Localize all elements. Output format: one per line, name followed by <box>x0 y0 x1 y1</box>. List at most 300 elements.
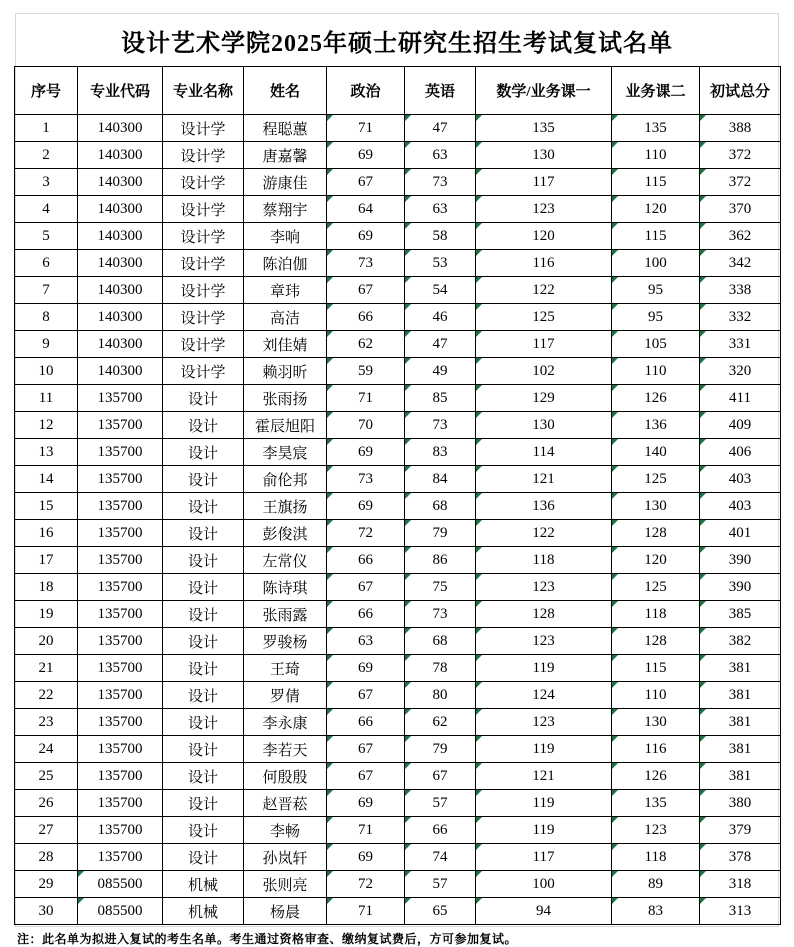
cell-no: 8 <box>15 304 78 331</box>
cell-no: 19 <box>15 601 78 628</box>
cell-politics: 69 <box>327 439 405 466</box>
cell-no: 15 <box>15 493 78 520</box>
number-stored-as-text-flag-icon <box>327 304 333 310</box>
table-row <box>15 466 781 493</box>
number-stored-as-text-flag-icon <box>405 358 411 364</box>
table-row <box>15 655 781 682</box>
cell-english: 79 <box>405 736 476 763</box>
number-stored-as-text-flag-icon <box>612 682 618 688</box>
number-stored-as-text-flag-icon <box>700 358 706 364</box>
number-stored-as-text-flag-icon <box>700 709 706 715</box>
number-stored-as-text-flag-icon <box>476 277 482 283</box>
number-stored-as-text-flag-icon <box>405 844 411 850</box>
number-stored-as-text-flag-icon <box>327 898 333 904</box>
cell-politics: 67 <box>327 169 405 196</box>
number-stored-as-text-flag-icon <box>405 250 411 256</box>
cell-politics: 73 <box>327 250 405 277</box>
number-stored-as-text-flag-icon <box>476 358 482 364</box>
cell-course2: 110 <box>612 142 700 169</box>
cell-course2: 100 <box>612 250 700 277</box>
cell-major: 设计 <box>163 574 244 601</box>
cell-major: 设计学 <box>163 196 244 223</box>
cell-name: 赖羽昕 <box>244 358 327 385</box>
cell-no: 9 <box>15 331 78 358</box>
cell-no: 18 <box>15 574 78 601</box>
number-stored-as-text-flag-icon <box>405 142 411 148</box>
cell-code: 135700 <box>78 628 163 655</box>
cell-course2: 118 <box>612 601 700 628</box>
number-stored-as-text-flag-icon <box>405 223 411 229</box>
number-stored-as-text-flag-icon <box>476 601 482 607</box>
number-stored-as-text-flag-icon <box>327 196 333 202</box>
cell-math-course1: 119 <box>476 817 612 844</box>
number-stored-as-text-flag-icon <box>405 196 411 202</box>
cell-total: 342 <box>700 250 781 277</box>
cell-english: 79 <box>405 520 476 547</box>
number-stored-as-text-flag-icon <box>612 169 618 175</box>
cell-total: 313 <box>700 898 781 925</box>
cell-math-course1: 121 <box>476 466 612 493</box>
cell-no: 1 <box>15 115 78 142</box>
number-stored-as-text-flag-icon <box>476 709 482 715</box>
cell-english: 73 <box>405 169 476 196</box>
number-stored-as-text-flag-icon <box>700 763 706 769</box>
cell-name: 章玮 <box>244 277 327 304</box>
number-stored-as-text-flag-icon <box>700 304 706 310</box>
number-stored-as-text-flag-icon <box>612 574 618 580</box>
number-stored-as-text-flag-icon <box>612 331 618 337</box>
cell-math-course1: 117 <box>476 331 612 358</box>
number-stored-as-text-flag-icon <box>476 304 482 310</box>
number-stored-as-text-flag-icon <box>327 466 333 472</box>
number-stored-as-text-flag-icon <box>405 628 411 634</box>
cell-english: 73 <box>405 601 476 628</box>
number-stored-as-text-flag-icon <box>405 466 411 472</box>
number-stored-as-text-flag-icon <box>327 142 333 148</box>
number-stored-as-text-flag-icon <box>476 115 482 121</box>
cell-code: 135700 <box>78 709 163 736</box>
number-stored-as-text-flag-icon <box>476 844 482 850</box>
cell-total: 385 <box>700 601 781 628</box>
number-stored-as-text-flag-icon <box>405 115 411 121</box>
cell-code: 140300 <box>78 169 163 196</box>
cell-english: 83 <box>405 439 476 466</box>
cell-no: 13 <box>15 439 78 466</box>
number-stored-as-text-flag-icon <box>78 898 84 904</box>
cell-no: 29 <box>15 871 78 898</box>
cell-english: 84 <box>405 466 476 493</box>
number-stored-as-text-flag-icon <box>700 574 706 580</box>
number-stored-as-text-flag-icon <box>700 169 706 175</box>
table-row <box>15 331 781 358</box>
number-stored-as-text-flag-icon <box>327 331 333 337</box>
number-stored-as-text-flag-icon <box>612 277 618 283</box>
cell-english: 63 <box>405 196 476 223</box>
cell-english: 49 <box>405 358 476 385</box>
number-stored-as-text-flag-icon <box>612 142 618 148</box>
number-stored-as-text-flag-icon <box>327 250 333 256</box>
cell-english: 63 <box>405 142 476 169</box>
number-stored-as-text-flag-icon <box>476 790 482 796</box>
number-stored-as-text-flag-icon <box>405 412 411 418</box>
number-stored-as-text-flag-icon <box>405 385 411 391</box>
cell-major: 设计 <box>163 385 244 412</box>
number-stored-as-text-flag-icon <box>612 871 618 877</box>
number-stored-as-text-flag-icon <box>327 763 333 769</box>
cell-total: 318 <box>700 871 781 898</box>
cell-total: 401 <box>700 520 781 547</box>
cell-no: 27 <box>15 817 78 844</box>
number-stored-as-text-flag-icon <box>476 169 482 175</box>
table-row <box>15 682 781 709</box>
cell-major: 设计 <box>163 709 244 736</box>
cell-total: 331 <box>700 331 781 358</box>
header-cell-politics: 政治 <box>327 67 405 115</box>
number-stored-as-text-flag-icon <box>327 709 333 715</box>
cell-course2: 126 <box>612 385 700 412</box>
cell-math-course1: 122 <box>476 277 612 304</box>
cell-major: 设计学 <box>163 250 244 277</box>
cell-name: 孙岚轩 <box>244 844 327 871</box>
header-cell-no: 序号 <box>15 67 78 115</box>
cell-total: 390 <box>700 574 781 601</box>
cell-name: 张雨露 <box>244 601 327 628</box>
number-stored-as-text-flag-icon <box>327 520 333 526</box>
cell-name: 蔡翔宇 <box>244 196 327 223</box>
cell-code: 135700 <box>78 493 163 520</box>
cell-math-course1: 124 <box>476 682 612 709</box>
number-stored-as-text-flag-icon <box>612 412 618 418</box>
cell-math-course1: 117 <box>476 169 612 196</box>
cell-math-course1: 136 <box>476 493 612 520</box>
cell-major: 设计 <box>163 466 244 493</box>
number-stored-as-text-flag-icon <box>612 250 618 256</box>
cell-course2: 115 <box>612 169 700 196</box>
number-stored-as-text-flag-icon <box>700 385 706 391</box>
cell-no: 14 <box>15 466 78 493</box>
cell-english: 53 <box>405 250 476 277</box>
cell-english: 47 <box>405 115 476 142</box>
results-table <box>14 66 781 925</box>
cell-math-course1: 119 <box>476 790 612 817</box>
cell-course2: 125 <box>612 574 700 601</box>
table-row <box>15 574 781 601</box>
cell-math-course1: 120 <box>476 223 612 250</box>
number-stored-as-text-flag-icon <box>476 628 482 634</box>
cell-course2: 118 <box>612 844 700 871</box>
number-stored-as-text-flag-icon <box>405 817 411 823</box>
number-stored-as-text-flag-icon <box>78 871 84 877</box>
note-text: 注：此名单为拟进入复试的考生名单。考生通过资格审查、缴纳复试费后，方可参加复试。 <box>17 932 518 946</box>
number-stored-as-text-flag-icon <box>612 601 618 607</box>
cell-code: 135700 <box>78 844 163 871</box>
number-stored-as-text-flag-icon <box>327 655 333 661</box>
cell-math-course1: 123 <box>476 709 612 736</box>
number-stored-as-text-flag-icon <box>327 385 333 391</box>
number-stored-as-text-flag-icon <box>476 466 482 472</box>
cell-name: 何殷殷 <box>244 763 327 790</box>
cell-course2: 110 <box>612 682 700 709</box>
cell-politics: 66 <box>327 709 405 736</box>
cell-code: 135700 <box>78 547 163 574</box>
cell-name: 杨晨 <box>244 898 327 925</box>
cell-math-course1: 118 <box>476 547 612 574</box>
number-stored-as-text-flag-icon <box>405 439 411 445</box>
number-stored-as-text-flag-icon <box>612 763 618 769</box>
cell-code: 140300 <box>78 331 163 358</box>
cell-total: 381 <box>700 682 781 709</box>
cell-no: 30 <box>15 898 78 925</box>
number-stored-as-text-flag-icon <box>700 655 706 661</box>
number-stored-as-text-flag-icon <box>405 331 411 337</box>
number-stored-as-text-flag-icon <box>612 790 618 796</box>
cell-name: 李响 <box>244 223 327 250</box>
number-stored-as-text-flag-icon <box>327 439 333 445</box>
cell-math-course1: 123 <box>476 196 612 223</box>
number-stored-as-text-flag-icon <box>700 250 706 256</box>
header-cell-course2: 业务课二 <box>612 67 700 115</box>
cell-major: 设计 <box>163 439 244 466</box>
cell-math-course1: 121 <box>476 763 612 790</box>
cell-total: 403 <box>700 466 781 493</box>
cell-math-course1: 119 <box>476 655 612 682</box>
cell-total: 409 <box>700 412 781 439</box>
cell-english: 46 <box>405 304 476 331</box>
number-stored-as-text-flag-icon <box>327 601 333 607</box>
cell-course2: 116 <box>612 736 700 763</box>
cell-code: 140300 <box>78 196 163 223</box>
cell-math-course1: 123 <box>476 628 612 655</box>
number-stored-as-text-flag-icon <box>612 304 618 310</box>
table-row <box>15 196 781 223</box>
cell-major: 设计 <box>163 628 244 655</box>
number-stored-as-text-flag-icon <box>700 844 706 850</box>
number-stored-as-text-flag-icon <box>700 736 706 742</box>
cell-course2: 105 <box>612 331 700 358</box>
cell-math-course1: 123 <box>476 574 612 601</box>
number-stored-as-text-flag-icon <box>476 520 482 526</box>
cell-english: 66 <box>405 817 476 844</box>
cell-name: 张则亮 <box>244 871 327 898</box>
cell-name: 刘佳婧 <box>244 331 327 358</box>
number-stored-as-text-flag-icon <box>700 520 706 526</box>
cell-name: 赵晋菘 <box>244 790 327 817</box>
table-row <box>15 709 781 736</box>
cell-english: 67 <box>405 763 476 790</box>
number-stored-as-text-flag-icon <box>476 331 482 337</box>
cell-math-course1: 130 <box>476 412 612 439</box>
number-stored-as-text-flag-icon <box>327 547 333 553</box>
cell-no: 24 <box>15 736 78 763</box>
number-stored-as-text-flag-icon <box>327 736 333 742</box>
cell-name: 罗倩 <box>244 682 327 709</box>
cell-name: 王琦 <box>244 655 327 682</box>
number-stored-as-text-flag-icon <box>700 412 706 418</box>
cell-total: 381 <box>700 655 781 682</box>
number-stored-as-text-flag-icon <box>476 142 482 148</box>
cell-total: 381 <box>700 709 781 736</box>
number-stored-as-text-flag-icon <box>476 250 482 256</box>
cell-major: 设计 <box>163 520 244 547</box>
cell-major: 设计学 <box>163 331 244 358</box>
number-stored-as-text-flag-icon <box>476 682 482 688</box>
cell-major: 设计 <box>163 547 244 574</box>
number-stored-as-text-flag-icon <box>476 493 482 499</box>
number-stored-as-text-flag-icon <box>700 601 706 607</box>
cell-politics: 72 <box>327 520 405 547</box>
cell-total: 370 <box>700 196 781 223</box>
cell-course2: 135 <box>612 790 700 817</box>
table-row <box>15 871 781 898</box>
cell-math-course1: 117 <box>476 844 612 871</box>
cell-course2: 95 <box>612 277 700 304</box>
number-stored-as-text-flag-icon <box>405 304 411 310</box>
cell-politics: 66 <box>327 547 405 574</box>
number-stored-as-text-flag-icon <box>700 277 706 283</box>
cell-code: 135700 <box>78 763 163 790</box>
cell-name: 霍辰旭阳 <box>244 412 327 439</box>
number-stored-as-text-flag-icon <box>700 331 706 337</box>
cell-total: 406 <box>700 439 781 466</box>
cell-course2: 83 <box>612 898 700 925</box>
cell-name: 游康佳 <box>244 169 327 196</box>
number-stored-as-text-flag-icon <box>476 196 482 202</box>
cell-politics: 73 <box>327 466 405 493</box>
cell-code: 135700 <box>78 655 163 682</box>
cell-english: 57 <box>405 790 476 817</box>
worksheet-page <box>15 13 779 946</box>
cell-name: 俞伦邦 <box>244 466 327 493</box>
number-stored-as-text-flag-icon <box>476 736 482 742</box>
number-stored-as-text-flag-icon <box>327 169 333 175</box>
table-row <box>15 601 781 628</box>
cell-name: 张雨扬 <box>244 385 327 412</box>
cell-major: 机械 <box>163 898 244 925</box>
number-stored-as-text-flag-icon <box>612 817 618 823</box>
cell-no: 22 <box>15 682 78 709</box>
cell-major: 设计 <box>163 493 244 520</box>
cell-math-course1: 129 <box>476 385 612 412</box>
cell-no: 6 <box>15 250 78 277</box>
cell-no: 10 <box>15 358 78 385</box>
table-row <box>15 790 781 817</box>
header-cell-math-course1: 数学/业务课一 <box>476 67 612 115</box>
number-stored-as-text-flag-icon <box>405 520 411 526</box>
number-stored-as-text-flag-icon <box>700 223 706 229</box>
cell-politics: 69 <box>327 655 405 682</box>
number-stored-as-text-flag-icon <box>405 547 411 553</box>
cell-no: 3 <box>15 169 78 196</box>
cell-code: 135700 <box>78 574 163 601</box>
cell-name: 李昊宸 <box>244 439 327 466</box>
number-stored-as-text-flag-icon <box>700 439 706 445</box>
cell-total: 381 <box>700 736 781 763</box>
number-stored-as-text-flag-icon <box>612 844 618 850</box>
cell-no: 4 <box>15 196 78 223</box>
number-stored-as-text-flag-icon <box>476 547 482 553</box>
cell-course2: 136 <box>612 412 700 439</box>
cell-politics: 71 <box>327 817 405 844</box>
number-stored-as-text-flag-icon <box>612 385 618 391</box>
cell-total: 379 <box>700 817 781 844</box>
number-stored-as-text-flag-icon <box>405 601 411 607</box>
cell-course2: 140 <box>612 439 700 466</box>
cell-code: 135700 <box>78 682 163 709</box>
number-stored-as-text-flag-icon <box>476 574 482 580</box>
cell-code: 140300 <box>78 142 163 169</box>
cell-total: 378 <box>700 844 781 871</box>
cell-english: 85 <box>405 385 476 412</box>
cell-course2: 115 <box>612 655 700 682</box>
cell-code: 140300 <box>78 223 163 250</box>
cell-politics: 62 <box>327 331 405 358</box>
cell-math-course1: 128 <box>476 601 612 628</box>
cell-politics: 67 <box>327 763 405 790</box>
cell-major: 设计 <box>163 763 244 790</box>
cell-major: 设计学 <box>163 115 244 142</box>
number-stored-as-text-flag-icon <box>476 385 482 391</box>
number-stored-as-text-flag-icon <box>405 493 411 499</box>
cell-politics: 67 <box>327 682 405 709</box>
table-header-row <box>15 67 781 115</box>
cell-english: 57 <box>405 871 476 898</box>
number-stored-as-text-flag-icon <box>612 736 618 742</box>
table-row <box>15 844 781 871</box>
cell-major: 设计 <box>163 412 244 439</box>
cell-course2: 125 <box>612 466 700 493</box>
cell-major: 设计学 <box>163 142 244 169</box>
header-cell-name: 姓名 <box>244 67 327 115</box>
number-stored-as-text-flag-icon <box>700 115 706 121</box>
cell-code: 135700 <box>78 520 163 547</box>
cell-code: 140300 <box>78 115 163 142</box>
cell-math-course1: 119 <box>476 736 612 763</box>
cell-politics: 67 <box>327 574 405 601</box>
number-stored-as-text-flag-icon <box>327 844 333 850</box>
cell-major: 设计学 <box>163 358 244 385</box>
number-stored-as-text-flag-icon <box>612 709 618 715</box>
number-stored-as-text-flag-icon <box>700 790 706 796</box>
cell-math-course1: 116 <box>476 250 612 277</box>
number-stored-as-text-flag-icon <box>476 898 482 904</box>
page-title: 设计艺术学院2025年硕士研究生招生考试复试名单 <box>121 30 673 57</box>
cell-name: 左常仪 <box>244 547 327 574</box>
number-stored-as-text-flag-icon <box>327 358 333 364</box>
number-stored-as-text-flag-icon <box>327 574 333 580</box>
number-stored-as-text-flag-icon <box>327 277 333 283</box>
cell-major: 设计学 <box>163 277 244 304</box>
cell-no: 16 <box>15 520 78 547</box>
cell-name: 唐嘉馨 <box>244 142 327 169</box>
cell-total: 390 <box>700 547 781 574</box>
cell-code: 135700 <box>78 385 163 412</box>
cell-no: 21 <box>15 655 78 682</box>
cell-english: 62 <box>405 709 476 736</box>
table-row <box>15 412 781 439</box>
cell-no: 28 <box>15 844 78 871</box>
table-row <box>15 736 781 763</box>
cell-course2: 130 <box>612 709 700 736</box>
cell-math-course1: 125 <box>476 304 612 331</box>
cell-politics: 59 <box>327 358 405 385</box>
number-stored-as-text-flag-icon <box>612 628 618 634</box>
number-stored-as-text-flag-icon <box>612 358 618 364</box>
cell-politics: 66 <box>327 601 405 628</box>
number-stored-as-text-flag-icon <box>476 439 482 445</box>
cell-major: 设计 <box>163 817 244 844</box>
cell-total: 403 <box>700 493 781 520</box>
cell-total: 372 <box>700 142 781 169</box>
